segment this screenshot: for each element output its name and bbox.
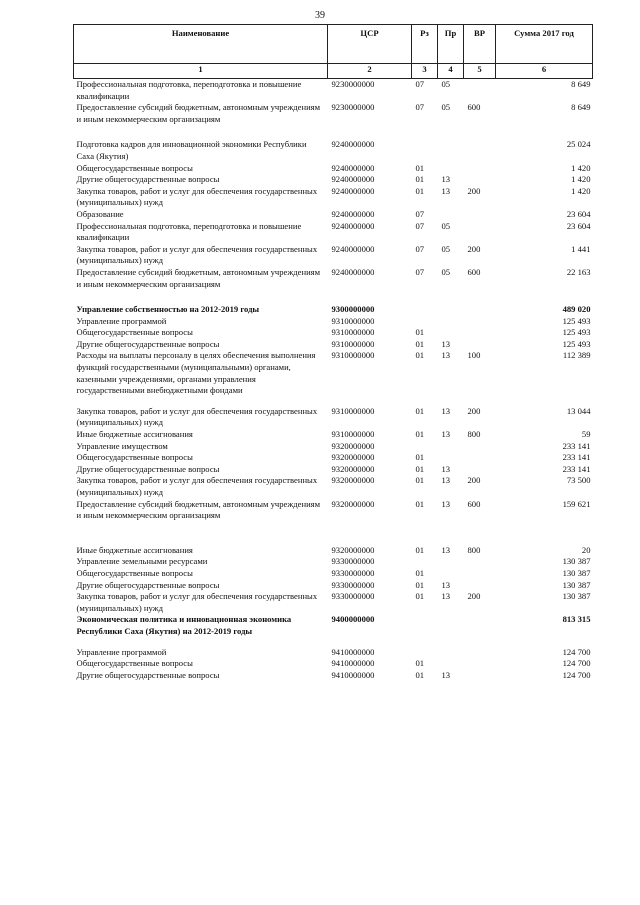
row-rz: 01 (415, 174, 425, 185)
row-csr: 9240000000 (331, 139, 375, 150)
row-rz: 01 (415, 162, 425, 173)
table-body (74, 79, 593, 682)
row-pr: 13 (441, 463, 451, 474)
row-name: Другие общегосударственные вопросы (76, 579, 220, 590)
row-csr: 9240000000 (331, 174, 375, 185)
page-number: 39 (315, 10, 325, 21)
row-csr: 9330000000 (331, 579, 375, 590)
header-vr: ВР (464, 25, 496, 64)
table-row (74, 429, 593, 441)
row-name: Управление собственностью на 2012-2019 годы (76, 304, 260, 315)
row-vr: 100 (467, 350, 481, 361)
row-pr: 13 (441, 579, 451, 590)
row-rz (412, 304, 438, 316)
row-sum: 233 141 (562, 463, 591, 474)
row-rz: 01 (415, 544, 425, 555)
table-row (74, 267, 593, 290)
row-pr: 05 (441, 79, 451, 89)
row-pr: 13 (441, 338, 451, 349)
row-vr (464, 580, 496, 592)
table-row (74, 304, 593, 316)
row-pr: 13 (441, 350, 451, 361)
row-name: Экономическая политика и инновационная экономика Республики Саха (Якутия) на 2012-2019 годы (76, 614, 292, 636)
row-name: Общегосударственные вопросы (76, 452, 193, 463)
row-pr (438, 441, 464, 453)
row-csr: 9240000000 (331, 266, 375, 277)
row-sum: 8 649 (571, 79, 591, 89)
column-number: 4 (438, 64, 464, 79)
row-vr (464, 614, 496, 637)
row-rz: 07 (415, 266, 425, 277)
row-csr: 9310000000 (331, 350, 375, 361)
row-spacer (74, 397, 593, 406)
row-name: Общегосударственные вопросы (76, 567, 193, 578)
row-vr (464, 556, 496, 568)
row-name: Предоставление субсидий бюджетным, автономным учреждениям и иным некоммерческим организациям (76, 498, 321, 521)
row-rz: 01 (415, 579, 425, 590)
row-pr (438, 316, 464, 328)
table-row (74, 647, 593, 659)
row-name: Управление программой (76, 315, 167, 326)
row-name: Предоставление субсидий бюджетным, автономным учреждениям и иным некоммерческим организациям (76, 102, 321, 124)
row-vr: 800 (467, 429, 481, 440)
row-rz: 01 (415, 429, 425, 440)
row-name: Расходы на выплаты персоналу в целях обеспечения выполнения функций государственными (муниципальными) органами, казенными учреждениями, органами управления государственными внебюджетными фондами (76, 350, 316, 396)
row-rz (412, 647, 438, 659)
row-vr (464, 339, 496, 351)
row-sum: 59 (581, 429, 591, 440)
row-vr: 600 (467, 498, 481, 509)
row-pr (438, 556, 464, 568)
row-sum: 13 044 (566, 405, 591, 416)
row-pr (438, 209, 464, 221)
row-csr: 9410000000 (331, 658, 375, 669)
row-rz (412, 139, 438, 162)
row-csr: 9320000000 (331, 544, 375, 555)
row-csr: 9410000000 (331, 669, 375, 680)
row-vr (464, 79, 496, 103)
row-pr: 05 (441, 220, 451, 231)
table-row (74, 186, 593, 209)
row-pr: 13 (441, 405, 451, 416)
table-row (74, 327, 593, 339)
row-csr: 9330000000 (331, 591, 375, 602)
header-sum: Сумма 2017 год (496, 25, 593, 64)
table-row (74, 658, 593, 670)
row-vr (464, 464, 496, 476)
row-sum: 125 493 (562, 338, 591, 349)
row-pr: 13 (441, 498, 451, 509)
row-sum: 8 649 (571, 102, 591, 113)
row-name: Управление земельными ресурсами (76, 556, 208, 567)
row-sum: 112 389 (562, 350, 591, 361)
row-name: Предоставление субсидий бюджетным, автономным учреждениям и иным некоммерческим организациям (76, 266, 321, 289)
row-sum: 1 420 (571, 162, 591, 173)
row-name: Другие общегосударственные вопросы (76, 338, 220, 349)
row-rz (412, 316, 438, 328)
row-rz: 01 (415, 669, 425, 680)
row-vr: 200 (467, 243, 481, 254)
row-name: Закупка товаров, работ и услуг для обеспечения государственных (муниципальных) нужд (76, 591, 318, 613)
row-name: Другие общегосударственные вопросы (76, 669, 220, 680)
row-name: Другие общегосударственные вопросы (76, 463, 220, 474)
row-rz (412, 614, 438, 637)
row-vr (464, 568, 496, 580)
row-spacer (74, 638, 593, 647)
row-sum: 489 020 (562, 304, 591, 315)
row-vr (464, 327, 496, 339)
row-name: Иные бюджетные ассигнования (76, 544, 193, 555)
row-csr: 9400000000 (331, 614, 375, 625)
row-sum: 1 420 (571, 185, 591, 196)
table-row (74, 221, 593, 244)
row-pr (438, 304, 464, 316)
row-csr: 9330000000 (331, 567, 375, 578)
row-pr: 05 (441, 102, 451, 113)
row-sum: 130 387 (562, 567, 591, 578)
row-vr (464, 647, 496, 659)
table-row (74, 591, 593, 614)
column-number: 5 (464, 64, 496, 79)
row-csr: 9240000000 (331, 185, 375, 196)
table-row (74, 670, 593, 682)
row-sum: 159 621 (562, 498, 591, 509)
row-pr (438, 163, 464, 175)
column-number: 3 (412, 64, 438, 79)
row-csr: 9320000000 (331, 440, 375, 451)
row-name: Профессиональная подготовка, переподготовка и повышение квалификации (76, 220, 302, 243)
row-rz (412, 441, 438, 453)
row-rz: 01 (415, 498, 425, 509)
row-vr (464, 174, 496, 186)
row-name: Общегосударственные вопросы (76, 658, 193, 669)
row-vr (464, 670, 496, 682)
row-vr (464, 316, 496, 328)
row-name: Закупка товаров, работ и услуг для обеспечения государственных (муниципальных) нужд (76, 185, 318, 208)
row-pr: 05 (441, 243, 451, 254)
row-name: Другие общегосударственные вопросы (76, 174, 220, 185)
row-rz: 01 (415, 405, 425, 416)
row-rz: 07 (415, 208, 425, 219)
row-vr (464, 304, 496, 316)
row-csr: 9320000000 (331, 452, 375, 463)
row-csr: 9310000000 (331, 338, 375, 349)
row-vr: 600 (467, 102, 481, 113)
table-row (74, 139, 593, 162)
row-sum: 813 315 (562, 614, 591, 625)
budget-table (73, 24, 593, 681)
row-name: Управление имуществом (76, 440, 168, 451)
row-csr: 9310000000 (331, 429, 375, 440)
row-rz: 07 (415, 79, 425, 89)
row-sum: 130 387 (562, 556, 591, 567)
table-row (74, 174, 593, 186)
row-sum: 130 387 (562, 591, 591, 602)
row-sum: 1 441 (571, 243, 591, 254)
row-sum: 124 700 (562, 658, 591, 669)
row-name: Закупка товаров, работ и услуг для обеспечения государственных (муниципальных) нужд (76, 243, 318, 266)
row-vr: 800 (467, 544, 481, 555)
row-sum: 124 700 (562, 669, 591, 680)
row-name: Управление программой (76, 646, 167, 657)
row-rz: 01 (415, 475, 425, 486)
row-vr (464, 658, 496, 670)
column-number: 1 (74, 64, 328, 79)
row-csr: 9230000000 (331, 79, 375, 89)
row-vr: 200 (467, 475, 481, 486)
row-name: Закупка товаров, работ и услуг для обеспечения государственных (муниципальных) нужд (76, 475, 318, 497)
row-spacer (74, 125, 593, 139)
row-pr (438, 139, 464, 162)
row-sum: 25 024 (566, 139, 591, 150)
row-name: Общегосударственные вопросы (76, 327, 193, 338)
row-rz: 01 (415, 350, 425, 361)
row-vr: 200 (467, 591, 481, 602)
row-rz: 07 (415, 102, 425, 113)
row-csr: 9240000000 (331, 243, 375, 254)
table-row (74, 163, 593, 175)
row-csr: 9240000000 (331, 220, 375, 231)
table-row (74, 614, 593, 637)
table-row (74, 406, 593, 429)
row-rz: 01 (415, 185, 425, 196)
row-vr (464, 221, 496, 244)
row-vr (464, 441, 496, 453)
table-row (74, 102, 593, 125)
row-name: Подготовка кадров для инновационной экономики Республики Саха (Якутия) (76, 139, 307, 161)
row-sum: 125 493 (562, 327, 591, 338)
row-vr (464, 139, 496, 162)
table-row (74, 580, 593, 592)
row-pr (438, 658, 464, 670)
row-csr: 9310000000 (331, 405, 375, 416)
row-spacer (74, 531, 593, 545)
row-rz: 01 (415, 452, 425, 463)
row-sum: 20 (581, 544, 591, 555)
row-pr: 13 (441, 544, 451, 555)
header-pr: Пр (438, 25, 464, 64)
row-csr: 9320000000 (331, 498, 375, 509)
row-csr: 9240000000 (331, 208, 375, 219)
header-csr: ЦСР (328, 25, 412, 64)
row-vr (464, 452, 496, 464)
spacer-cell (74, 638, 593, 647)
column-number: 2 (328, 64, 412, 79)
row-pr (438, 568, 464, 580)
row-rz: 07 (415, 220, 425, 231)
table-row (74, 244, 593, 267)
row-name: Общегосударственные вопросы (76, 162, 193, 173)
row-sum: 130 387 (562, 579, 591, 590)
row-vr: 600 (467, 266, 481, 277)
row-rz: 07 (415, 243, 425, 254)
row-pr: 13 (441, 591, 451, 602)
row-sum: 23 604 (566, 208, 591, 219)
row-pr: 13 (441, 174, 451, 185)
row-rz: 01 (415, 567, 425, 578)
spacer-cell (74, 522, 593, 531)
table-row (74, 556, 593, 568)
row-csr: 9320000000 (331, 463, 375, 474)
row-rz: 01 (415, 327, 425, 338)
row-sum: 124 700 (562, 646, 591, 657)
spacer-cell (74, 397, 593, 406)
row-sum: 23 604 (566, 220, 591, 231)
row-vr: 200 (467, 185, 481, 196)
table-header-row (74, 25, 593, 64)
table-row (74, 79, 593, 103)
row-rz: 01 (415, 338, 425, 349)
table-row (74, 464, 593, 476)
row-rz (412, 556, 438, 568)
header-rz: Рз (412, 25, 438, 64)
row-sum: 233 141 (562, 440, 591, 451)
row-csr: 9310000000 (331, 315, 375, 326)
table-row (74, 350, 593, 396)
row-pr (438, 647, 464, 659)
row-sum: 73 500 (566, 475, 591, 486)
row-name: Образование (76, 208, 124, 219)
row-pr: 13 (441, 669, 451, 680)
row-sum: 125 493 (562, 315, 591, 326)
row-vr (464, 209, 496, 221)
table-row (74, 316, 593, 328)
table-row (74, 441, 593, 453)
row-rz: 01 (415, 658, 425, 669)
row-pr: 13 (441, 475, 451, 486)
row-pr (438, 452, 464, 464)
row-name: Профессиональная подготовка, переподготовка и повышение квалификации (76, 79, 302, 101)
row-csr: 9230000000 (331, 102, 375, 113)
row-vr: 200 (467, 405, 481, 416)
row-pr (438, 614, 464, 637)
header-name: Наименование (74, 25, 328, 64)
table-row (74, 452, 593, 464)
row-csr: 9240000000 (331, 162, 375, 173)
row-spacer (74, 290, 593, 304)
column-number: 6 (496, 64, 593, 79)
table-row (74, 568, 593, 580)
row-csr: 9410000000 (331, 646, 375, 657)
row-sum: 22 163 (566, 266, 591, 277)
row-pr: 05 (441, 266, 451, 277)
row-spacer (74, 522, 593, 531)
row-csr: 9320000000 (331, 475, 375, 486)
row-csr: 9300000000 (331, 304, 375, 315)
table-column-numbers (74, 64, 593, 79)
row-name: Иные бюджетные ассигнования (76, 429, 193, 440)
spacer-cell (74, 290, 593, 304)
row-csr: 9310000000 (331, 327, 375, 338)
table-row (74, 475, 593, 498)
row-pr: 13 (441, 429, 451, 440)
table-row (74, 545, 593, 557)
table-row (74, 339, 593, 351)
table-row (74, 209, 593, 221)
row-name: Закупка товаров, работ и услуг для обеспечения государственных (муниципальных) нужд (76, 405, 318, 428)
spacer-cell (74, 125, 593, 139)
row-vr (464, 163, 496, 175)
row-sum: 1 420 (571, 174, 591, 185)
row-sum: 233 141 (562, 452, 591, 463)
spacer-cell (74, 531, 593, 545)
row-pr (438, 327, 464, 339)
row-csr: 9330000000 (331, 556, 375, 567)
row-rz: 01 (415, 591, 425, 602)
table-row (74, 499, 593, 522)
row-rz: 01 (415, 463, 425, 474)
row-pr: 13 (441, 185, 451, 196)
